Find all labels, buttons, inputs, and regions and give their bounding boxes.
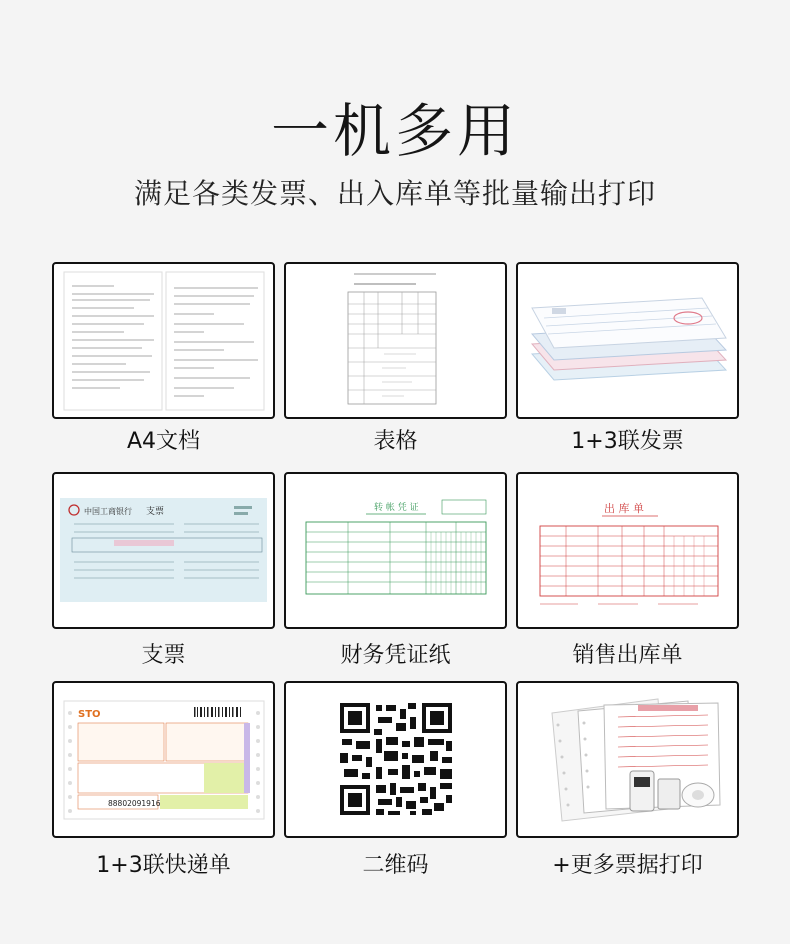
label-outbound-slip: 销售出库单 [572,643,683,668]
outbound-slip-thumbnail [518,474,737,627]
card-more-receipts[interactable] [516,681,739,838]
bank-check-thumbnail [54,474,273,627]
page-title: 一机多用 [270,97,519,165]
label-more-receipts: +更多票据打印 [552,853,703,878]
card-bank-check[interactable] [52,472,275,629]
card-qr-code[interactable] [284,681,507,838]
label-qr-code: 二维码 [362,853,429,878]
waybill-brand: STO [78,709,101,720]
card-outbound-slip[interactable] [516,472,739,629]
multipart-invoice-thumbnail [518,264,737,417]
page-subtitle: 满足各类发票、出入库单等批量输出打印 [133,177,656,210]
label-accounting-voucher: 财务凭证纸 [340,643,451,668]
card-multipart-invoice[interactable] [516,262,739,419]
slip-title: 出 库 单 [604,502,644,515]
card-express-waybill[interactable] [52,681,275,838]
table-form-thumbnail [286,264,505,417]
express-waybill-thumbnail [54,683,273,836]
card-accounting-voucher[interactable] [284,472,507,629]
card-a4-document[interactable] [52,262,275,419]
label-a4-document: A4文档 [126,429,201,454]
card-table[interactable] [284,262,507,419]
accounting-voucher-thumbnail [286,474,505,627]
label-express-waybill: 1+3联快递单 [96,853,231,878]
a4-document-thumbnail [54,264,273,417]
label-multipart-invoice: 1+3联发票 [571,429,684,454]
more-receipts-thumbnail [518,683,737,836]
label-bank-check: 支票 [141,643,186,668]
label-table: 表格 [373,429,418,454]
check-bank-name: 中国工商银行 [84,507,132,516]
waybill-phone: 88802091916 [108,799,161,808]
check-title: 支票 [146,507,165,517]
voucher-title: 转 帐 凭 证 [374,503,419,513]
qr-code-thumbnail [286,683,505,836]
